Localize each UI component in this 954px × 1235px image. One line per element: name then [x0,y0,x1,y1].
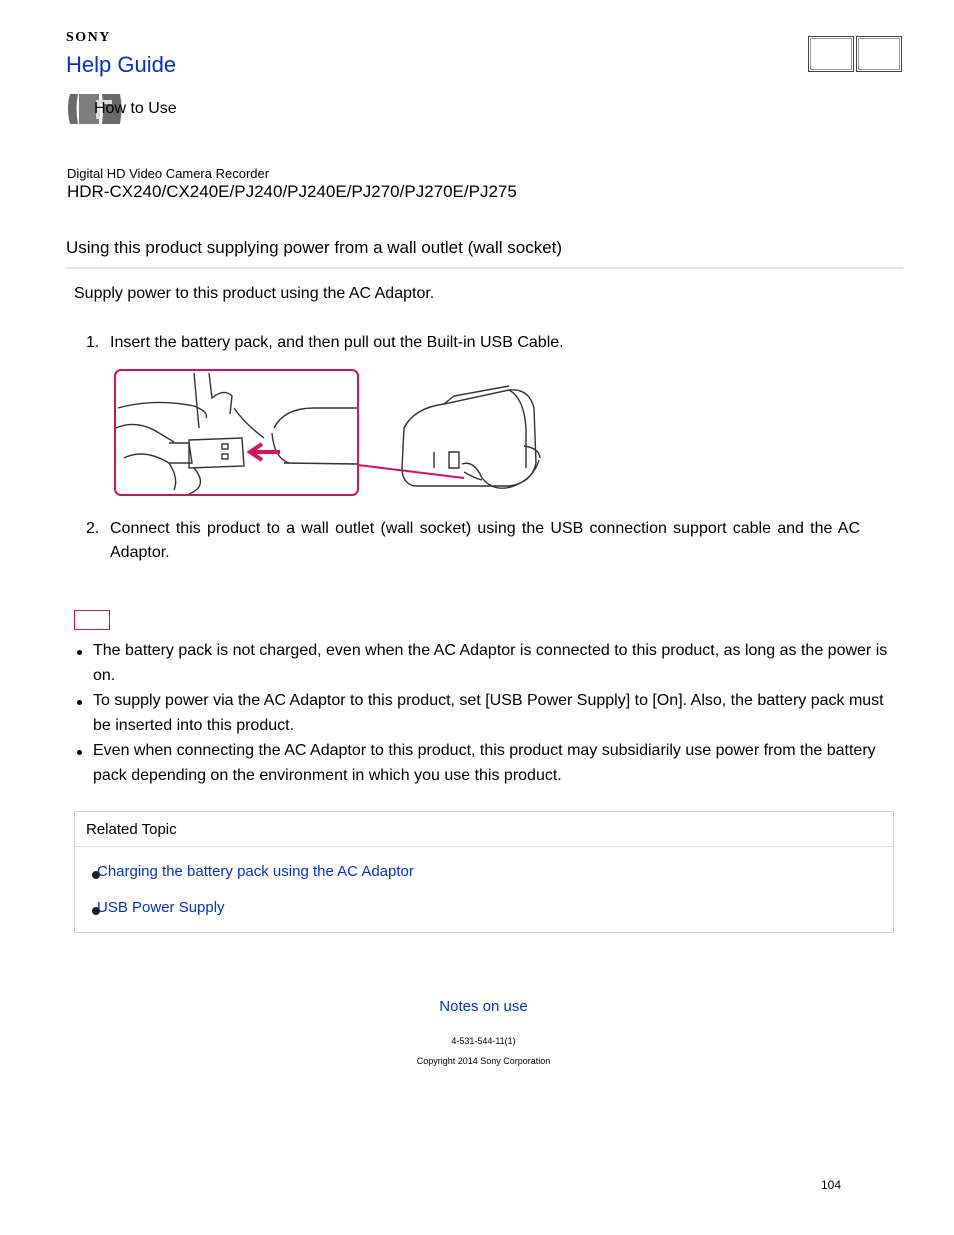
sony-logo: SONY [66,30,111,45]
step-1-number: 1. [86,334,100,351]
related-link-charging[interactable]: Charging the battery pack using the AC Adaptor [97,863,414,880]
product-models: HDR-CX240/CX240E/PJ240/PJ240E/PJ270/PJ270E/PJ275 [67,182,517,201]
related-topic-box [74,811,894,933]
document-number: 4-531-544-11(1) [451,1036,516,1046]
related-topic-heading: Related Topic [75,812,893,847]
intro-text: Supply power to this product using the AC Adaptor. [74,285,435,302]
nav-prev-button[interactable] [808,36,854,72]
step-1-text: Insert the battery pack, and then pull out the Built-in USB Cable. [110,334,564,351]
title-divider [66,267,903,269]
step-2-number: 2. [86,520,100,537]
page-number: 104 [821,1178,842,1192]
list-item: To supply power via the AC Adaptor to this product, set [USB Power Supply] to [On]. Also, the battery pack must be inserted into this product. [74,688,894,738]
copyright-text: Copyright 2014 Sony Corporation [416,1056,551,1066]
help-guide-title[interactable]: Help Guide [66,52,177,77]
page-title: Using this product supplying power from a wall outlet (wall socket) [66,238,563,257]
product-category: Digital HD Video Camera Recorder [67,166,270,181]
nav-buttons [808,36,904,72]
related-link-usb-power-supply[interactable]: USB Power Supply [97,899,225,916]
notes-on-use-link[interactable]: Notes on use [439,998,528,1015]
list-item: Even when connecting the AC Adaptor to this product, this product may subsidiarily use power from the battery pack depending on the environment in which you use this product. [74,738,894,788]
list-item: The battery pack is not charged, even when the AC Adaptor is connected to this product, as long as the power is on. [74,638,894,688]
note-label-box [74,610,110,630]
breadcrumb-section[interactable]: How to Use [94,100,177,117]
step-2-text: Connect this product to a wall outlet (wall socket) using the USB connection support cable and the AC Adaptor. [110,520,860,561]
nav-next-button[interactable] [856,36,902,72]
notes-list [74,638,894,788]
battery-usb-illustration [114,368,544,498]
